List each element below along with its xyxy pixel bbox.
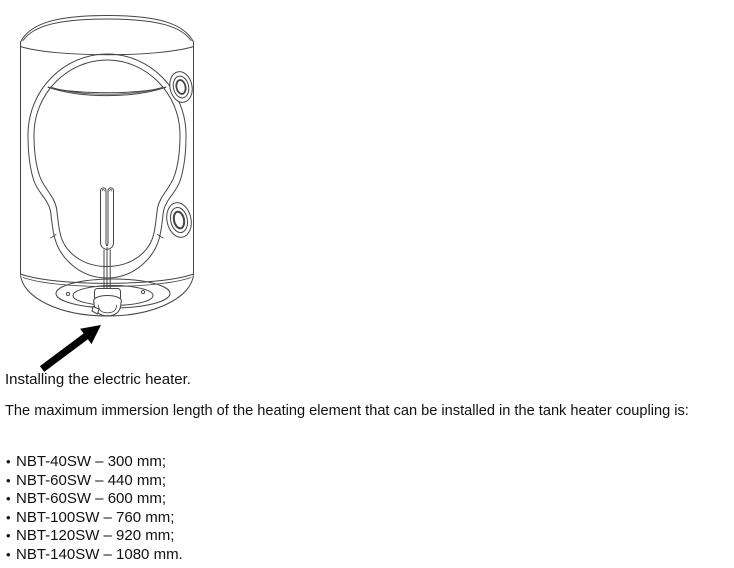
bullet-icon: •	[6, 528, 11, 543]
bullet-icon: •	[6, 546, 11, 562]
tank-lid	[21, 16, 194, 55]
list-item-text: NBT-60SW – 440 mm;	[16, 471, 167, 489]
list-item	[6, 509, 183, 528]
immersion-length-paragraph: The maximum immersion length of the heating element that can be installed in the tank heater coupling is:	[5, 403, 689, 419]
bullet-icon: •	[6, 472, 11, 488]
list-item-text: NBT-60SW – 600 mm;	[16, 490, 167, 507]
bullet-icon: •	[6, 491, 11, 506]
installation-arrow	[40, 325, 101, 372]
model-length-list	[6, 453, 183, 564]
list-item-text: NBT-40SW – 300 mm;	[16, 453, 167, 470]
list-item-text: NBT-120SW – 920 mm;	[16, 527, 175, 544]
water-heater-cutaway-diagram	[0, 0, 240, 400]
list-item	[6, 490, 183, 509]
figure-caption: Installing the electric heater.	[5, 371, 191, 388]
list-item	[6, 453, 183, 472]
bullet-icon: •	[6, 454, 11, 469]
list-item-text: NBT-100SW – 760 mm;	[16, 508, 175, 526]
water-level-lines	[48, 87, 166, 96]
side-port-middle	[164, 200, 195, 239]
tank-body	[21, 42, 194, 274]
bullet-icon: •	[6, 509, 11, 525]
heater-coupling	[92, 289, 122, 316]
list-item	[6, 527, 183, 546]
heating-element	[101, 188, 114, 249]
list-item	[6, 546, 183, 565]
list-item	[6, 472, 183, 491]
list-item-text: NBT-140SW – 1080 mm.	[16, 545, 183, 563]
